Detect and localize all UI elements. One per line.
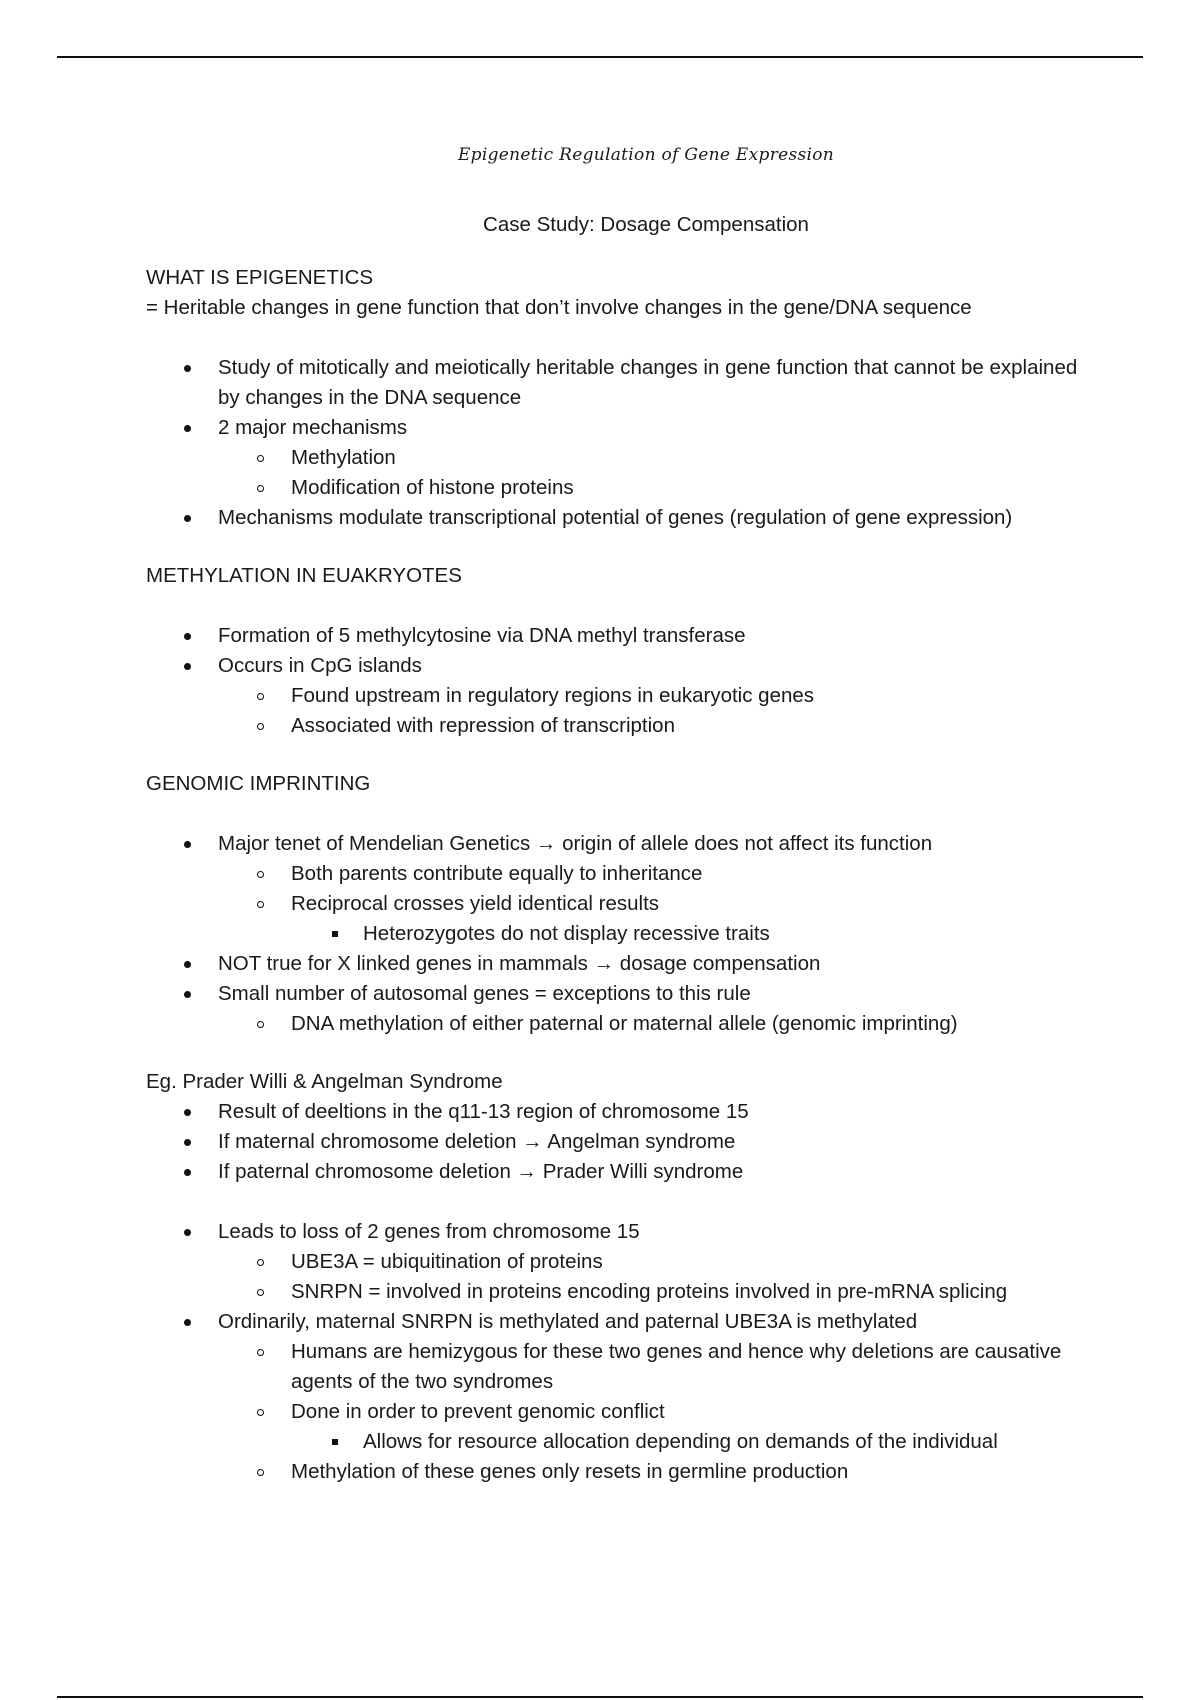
bottom-rule bbox=[57, 1696, 1143, 1698]
document-title: Epigenetic Regulation of Gene Expression bbox=[457, 145, 835, 165]
epigenetics-list bbox=[146, 353, 1086, 533]
sub-sub-list-item: Heterozygotes do not display recessive traits bbox=[146, 919, 1086, 949]
section-heading-methylation: METHYLATION IN EUAKRYOTES bbox=[146, 564, 462, 587]
sub-list-item: DNA methylation of either paternal or maternal allele (genomic imprinting) bbox=[146, 1009, 1086, 1039]
sub-list-item: Modification of histone proteins bbox=[146, 473, 1086, 503]
sub-sub-list-item: Allows for resource allocation depending on demands of the individual bbox=[146, 1427, 1086, 1457]
epigenetics-definition: = Heritable changes in gene function that don’t involve changes in the gene/DNA sequence bbox=[146, 296, 972, 319]
list-item: Leads to loss of 2 genes from chromosome 15 bbox=[146, 1217, 1086, 1247]
sub-list-item: Found upstream in regulatory regions in eukaryotic genes bbox=[146, 681, 1086, 711]
example-list bbox=[146, 1097, 1086, 1187]
sub-list-item: Methylation of these genes only resets in germline production bbox=[146, 1457, 1086, 1487]
sub-list-item: SNRPN = involved in proteins encoding proteins involved in pre-mRNA splicing bbox=[146, 1277, 1086, 1307]
methylation-list bbox=[146, 621, 1086, 741]
section-heading-epigenetics: WHAT IS EPIGENETICS bbox=[146, 266, 374, 289]
sub-list-item: Reciprocal crosses yield identical results bbox=[146, 889, 1086, 919]
sub-list-item: Associated with repression of transcription bbox=[146, 711, 1086, 741]
list-item: 2 major mechanisms bbox=[146, 413, 1086, 443]
list-item: Ordinarily, maternal SNRPN is methylated and paternal UBE3A is methylated bbox=[146, 1307, 1086, 1337]
list-item: If maternal chromosome deletion → Angelman syndrome bbox=[146, 1127, 1086, 1157]
example-list-2 bbox=[146, 1217, 1086, 1487]
list-item: Formation of 5 methylcytosine via DNA methyl transferase bbox=[146, 621, 1086, 651]
section-heading-imprinting: GENOMIC IMPRINTING bbox=[146, 772, 371, 795]
imprinting-list bbox=[146, 829, 1086, 1039]
sub-list-item: UBE3A = ubiquitination of proteins bbox=[146, 1247, 1086, 1277]
list-item: NOT true for X linked genes in mammals → dosage compensation bbox=[146, 949, 1086, 979]
sub-list-item: Humans are hemizygous for these two genes and hence why deletions are causative agents of the two syndromes bbox=[146, 1337, 1086, 1397]
list-item: Result of deeltions in the q11-13 region of chromosome 15 bbox=[146, 1097, 1086, 1127]
list-item: Small number of autosomal genes = exceptions to this rule bbox=[146, 979, 1086, 1009]
list-item: Occurs in CpG islands bbox=[146, 651, 1086, 681]
sub-list-item: Both parents contribute equally to inheritance bbox=[146, 859, 1086, 889]
sub-list-item: Done in order to prevent genomic conflict bbox=[146, 1397, 1086, 1427]
list-item: Mechanisms modulate transcriptional potential of genes (regulation of gene expression) bbox=[146, 503, 1086, 533]
sub-list-item: Methylation bbox=[146, 443, 1086, 473]
list-item: Major tenet of Mendelian Genetics → origin of allele does not affect its function bbox=[146, 829, 1086, 859]
document-body bbox=[146, 140, 1086, 1487]
list-item: Study of mitotically and meiotically heritable changes in gene function that cannot be explained by changes in the DNA sequence bbox=[146, 353, 1086, 413]
document-subtitle: Case Study: Dosage Compensation bbox=[483, 213, 809, 236]
list-item: If paternal chromosome deletion → Prader Willi syndrome bbox=[146, 1157, 1086, 1187]
top-rule bbox=[57, 56, 1143, 58]
section-heading-example: Eg. Prader Willi & Angelman Syndrome bbox=[146, 1070, 503, 1093]
